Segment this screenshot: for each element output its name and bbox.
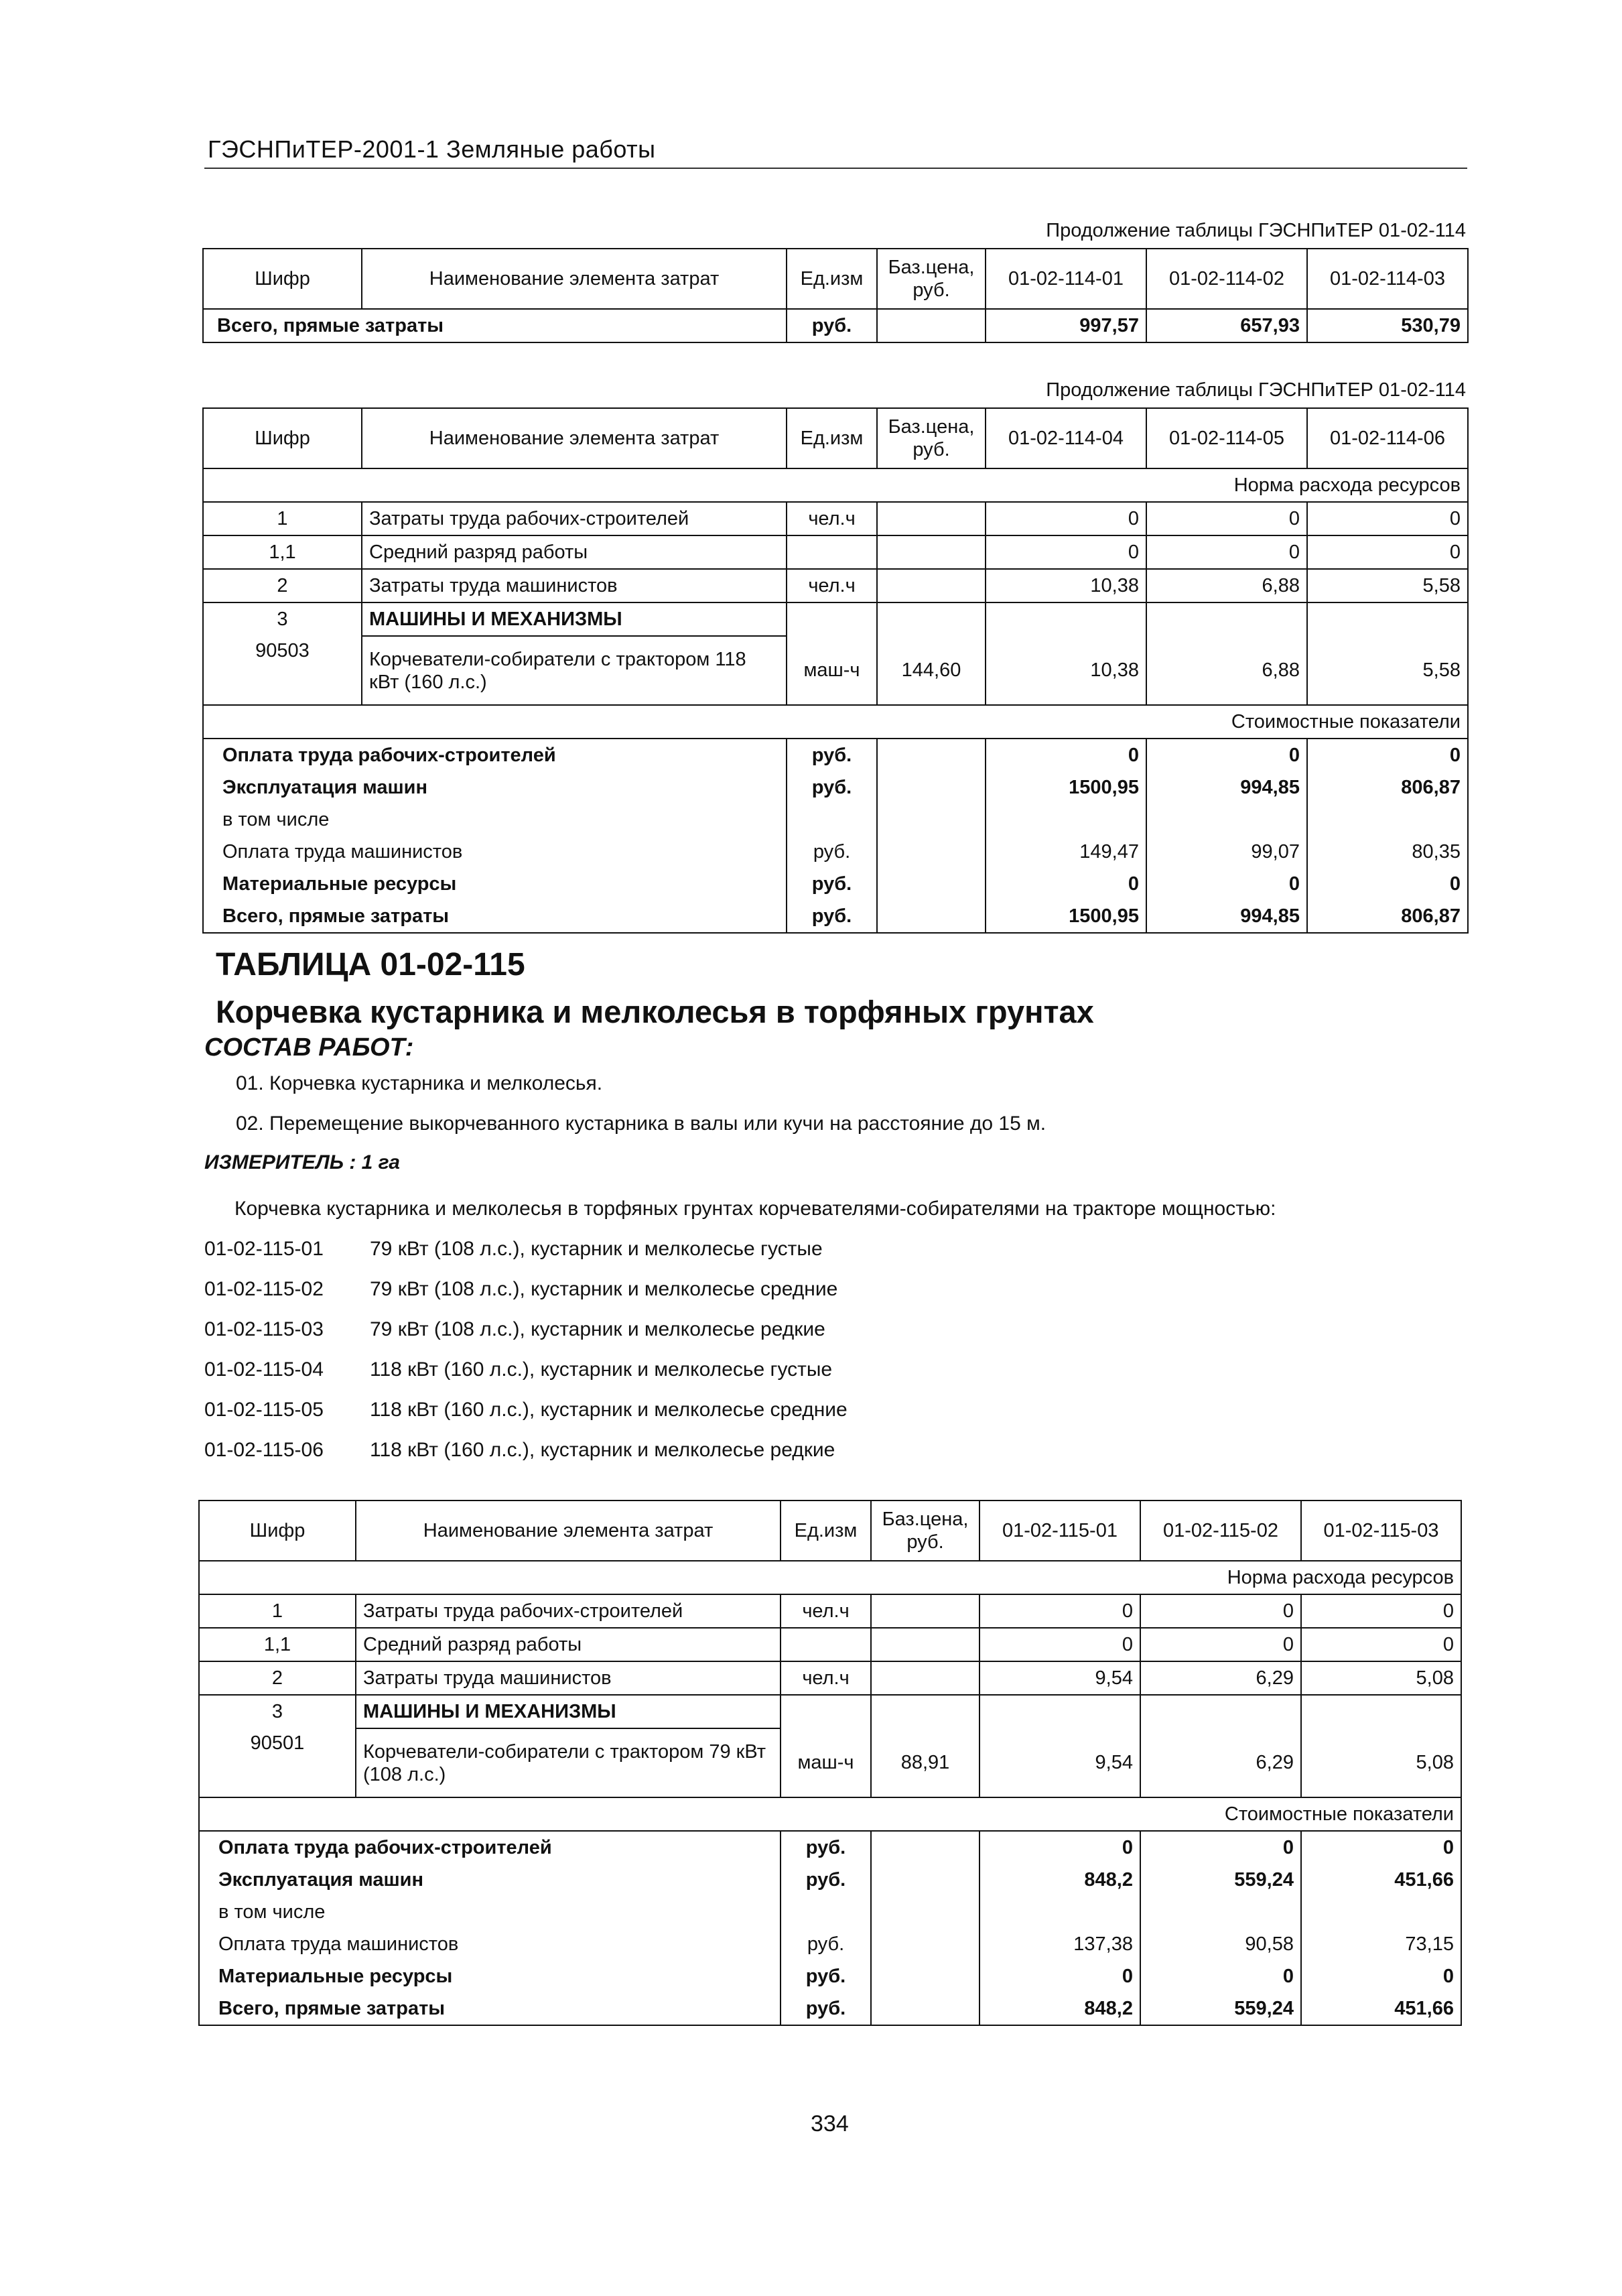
cost-value-2: 559,24: [1140, 1992, 1301, 2025]
cost-unit: руб.: [787, 900, 877, 933]
row-value-2: 0: [1146, 535, 1307, 569]
row-code: 3: [199, 1695, 356, 1728]
cost-value-2: 994,85: [1146, 900, 1307, 933]
col-header-2: 01-02-114-05: [1146, 408, 1307, 468]
row-name: Средний разряд работы: [362, 535, 787, 569]
cost-unit: руб.: [787, 771, 877, 804]
table2: [202, 407, 1469, 934]
col-header-name: Наименование элемента затрат: [362, 249, 787, 309]
cost-value-2: 90,58: [1140, 1928, 1301, 1960]
cost-value-3: 0: [1307, 868, 1468, 900]
section-heading-machines: МАШИНЫ И МЕХАНИЗМЫ: [362, 602, 787, 636]
cost-unit: руб.: [781, 1992, 871, 2025]
cost-value-3: 0: [1301, 1960, 1461, 1992]
total-value-3: 530,79: [1307, 309, 1468, 342]
col-header-code: Шифр: [203, 249, 362, 309]
cost-unit: руб.: [787, 836, 877, 868]
row-code: 90503: [203, 636, 362, 705]
col-header-unit: Ед.изм: [787, 408, 877, 468]
work-item: 01. Корчевка кустарника и мелколесья.: [236, 1072, 603, 1094]
row-price: 88,91: [871, 1728, 979, 1797]
cost-value-1: 137,38: [979, 1928, 1140, 1960]
cost-value-1: 0: [979, 1960, 1140, 1992]
table1: [202, 248, 1469, 343]
row-price: [871, 1628, 979, 1661]
row-value-2: 6,88: [1146, 636, 1307, 705]
total-value-2: 657,93: [1146, 309, 1307, 342]
cost-value-1: 0: [986, 868, 1146, 900]
row-name: Корчеватели-собиратели с трактором 118 кВт (160 л.с.): [362, 636, 787, 705]
row-value-1: 0: [986, 502, 1146, 535]
cost-value-3: 0: [1301, 1831, 1461, 1864]
cost-value-3: 0: [1307, 739, 1468, 771]
table-title: ТАБЛИЦА 01-02-115: [216, 947, 525, 982]
row-value-1: 9,54: [979, 1728, 1140, 1797]
cost-label: Эксплуатация машин: [199, 1864, 781, 1896]
row-code: 1: [203, 502, 362, 535]
cost-label: Оплата труда рабочих-строителей: [203, 739, 787, 771]
cost-value-2: 99,07: [1146, 836, 1307, 868]
row-value-2: 6,88: [1146, 569, 1307, 602]
cost-label: Материальные ресурсы: [203, 868, 787, 900]
cost-unit: руб.: [781, 1960, 871, 1992]
measure-unit: ИЗМЕРИТЕЛЬ : 1 га: [204, 1151, 400, 1173]
row-value-3: 0: [1307, 535, 1468, 569]
row-value-3: 5,08: [1301, 1661, 1461, 1695]
row-value-3: 5,58: [1307, 569, 1468, 602]
row-unit: чел.ч: [787, 569, 877, 602]
cost-value-1: 848,2: [979, 1864, 1140, 1896]
page-number: 334: [811, 2111, 849, 2136]
col-header-1: 01-02-114-01: [986, 249, 1146, 309]
row-price: [877, 535, 986, 569]
table1-caption: Продолжение таблицы ГЭСНПиТЕР 01-02-114: [1046, 220, 1466, 241]
cost-label: Оплата труда машинистов: [203, 836, 787, 868]
row-price: [877, 569, 986, 602]
row-value-3: 0: [1301, 1594, 1461, 1628]
item-desc: 118 кВт (160 л.с.), кустарник и мелколесье средние: [370, 1399, 848, 1421]
item-code: 01-02-115-05: [204, 1399, 324, 1421]
cost-value-3: 451,66: [1301, 1992, 1461, 2025]
cost-unit: руб.: [781, 1864, 871, 1896]
cost-value-1: 0: [986, 739, 1146, 771]
row-price: [871, 1594, 979, 1628]
page-header-title: ГЭСНПиТЕР-2001-1 Земляные работы: [208, 135, 656, 163]
cost-value-2: 0: [1146, 868, 1307, 900]
col-header-2: 01-02-115-02: [1140, 1501, 1301, 1561]
col-header-unit: Ед.изм: [781, 1501, 871, 1561]
row-code: 1,1: [203, 535, 362, 569]
cost-value-3: 806,87: [1307, 771, 1468, 804]
cost-label: в том числе: [203, 804, 787, 836]
cost-value-3: 806,87: [1307, 900, 1468, 933]
cost-value-2: 0: [1140, 1960, 1301, 1992]
total-value-1: 997,57: [986, 309, 1146, 342]
row-code: 1: [199, 1594, 356, 1628]
cost-label: Материальные ресурсы: [199, 1960, 781, 1992]
col-header-3: 01-02-115-03: [1301, 1501, 1461, 1561]
item-desc: 118 кВт (160 л.с.), кустарник и мелколесье редкие: [370, 1439, 835, 1461]
row-name: Затраты труда рабочих-строителей: [356, 1594, 781, 1628]
row-value-2: 0: [1140, 1594, 1301, 1628]
row-unit: чел.ч: [781, 1661, 871, 1695]
item-code: 01-02-115-04: [204, 1358, 324, 1381]
row-value-2: 6,29: [1140, 1661, 1301, 1695]
cost-value-3: 73,15: [1301, 1928, 1461, 1960]
cost-value-2: 0: [1140, 1831, 1301, 1864]
row-value-2: 0: [1146, 502, 1307, 535]
row-value-1: 0: [986, 535, 1146, 569]
cost-value-2: 994,85: [1146, 771, 1307, 804]
row-value-1: 0: [979, 1594, 1140, 1628]
col-header-unit: Ед.изм: [787, 249, 877, 309]
col-header-price: Баз.цена, руб.: [877, 249, 986, 309]
item-code: 01-02-115-06: [204, 1439, 324, 1461]
row-price: [877, 502, 986, 535]
work-item: 02. Перемещение выкорчеванного кустарника в валы или кучи на расстояние до 15 м.: [236, 1112, 1046, 1135]
row-value-1: 10,38: [986, 636, 1146, 705]
cost-unit: руб.: [787, 739, 877, 771]
total-unit: руб.: [787, 309, 877, 342]
col-header-price: Баз.цена, руб.: [871, 1501, 979, 1561]
cost-value-1: 848,2: [979, 1992, 1140, 2025]
row-code: 90501: [199, 1728, 356, 1797]
row-code: 1,1: [199, 1628, 356, 1661]
row-unit: маш-ч: [781, 1728, 871, 1797]
item-desc: 79 кВт (108 л.с.), кустарник и мелколесье редкие: [370, 1318, 825, 1340]
cost-label: в том числе: [199, 1896, 781, 1928]
cost-label: Всего, прямые затраты: [203, 900, 787, 933]
total-label: Всего, прямые затраты: [203, 309, 787, 342]
col-header-1: 01-02-114-04: [986, 408, 1146, 468]
cost-value-1: 1500,95: [986, 771, 1146, 804]
cost-section-label: Стоимостные показатели: [199, 1797, 1461, 1831]
row-value-1: 0: [979, 1628, 1140, 1661]
col-header-name: Наименование элемента затрат: [356, 1501, 781, 1561]
intro-text: Корчевка кустарника и мелколесья в торфяных грунтах корчевателями-собирателями на тракторе мощностью:: [234, 1198, 1276, 1220]
item-code: 01-02-115-02: [204, 1278, 324, 1300]
item-desc: 79 кВт (108 л.с.), кустарник и мелколесье средние: [370, 1278, 838, 1300]
total-price: [877, 309, 986, 342]
cost-value-1: 149,47: [986, 836, 1146, 868]
col-header-name: Наименование элемента затрат: [362, 408, 787, 468]
row-code: 2: [203, 569, 362, 602]
row-value-3: 0: [1301, 1628, 1461, 1661]
row-value-1: 10,38: [986, 569, 1146, 602]
item-desc: 79 кВт (108 л.с.), кустарник и мелколесье густые: [370, 1238, 823, 1260]
cost-value-3: 451,66: [1301, 1864, 1461, 1896]
row-unit: [787, 535, 877, 569]
cost-value-2: 559,24: [1140, 1864, 1301, 1896]
norm-section-label: Норма расхода ресурсов: [203, 468, 1468, 502]
col-header-price: Баз.цена, руб.: [877, 408, 986, 468]
cost-unit: руб.: [781, 1831, 871, 1864]
col-header-3: 01-02-114-03: [1307, 249, 1468, 309]
row-unit: [781, 1628, 871, 1661]
row-value-1: 9,54: [979, 1661, 1140, 1695]
cost-value-2: 0: [1146, 739, 1307, 771]
row-name: Затраты труда рабочих-строителей: [362, 502, 787, 535]
cost-value-1: 1500,95: [986, 900, 1146, 933]
col-header-1: 01-02-115-01: [979, 1501, 1140, 1561]
table2-caption: Продолжение таблицы ГЭСНПиТЕР 01-02-114: [1046, 379, 1466, 401]
row-code: 3: [203, 602, 362, 636]
cost-unit: руб.: [787, 868, 877, 900]
row-value-2: 6,29: [1140, 1728, 1301, 1797]
row-name: Затраты труда машинистов: [362, 569, 787, 602]
row-value-3: 5,58: [1307, 636, 1468, 705]
composition-title: СОСТАВ РАБОТ:: [204, 1033, 414, 1062]
col-header-3: 01-02-114-06: [1307, 408, 1468, 468]
row-name: Затраты труда машинистов: [356, 1661, 781, 1695]
section-heading-machines: МАШИНЫ И МЕХАНИЗМЫ: [356, 1695, 781, 1728]
cost-label: Оплата труда рабочих-строителей: [199, 1831, 781, 1864]
cost-value-3: 80,35: [1307, 836, 1468, 868]
row-name: Средний разряд работы: [356, 1628, 781, 1661]
row-price: [871, 1661, 979, 1695]
cost-label: Всего, прямые затраты: [199, 1992, 781, 2025]
header-rule: [204, 168, 1467, 169]
item-code: 01-02-115-03: [204, 1318, 324, 1340]
row-value-2: 0: [1140, 1628, 1301, 1661]
col-header-code: Шифр: [203, 408, 362, 468]
norm-section-label: Норма расхода ресурсов: [199, 1561, 1461, 1594]
cost-label: Эксплуатация машин: [203, 771, 787, 804]
table-subtitle: Корчевка кустарника и мелколесья в торфяных грунтах: [216, 994, 1094, 1029]
row-price: 144,60: [877, 636, 986, 705]
row-value-3: 5,08: [1301, 1728, 1461, 1797]
row-unit: чел.ч: [781, 1594, 871, 1628]
row-unit: чел.ч: [787, 502, 877, 535]
row-code: 2: [199, 1661, 356, 1695]
col-header-code: Шифр: [199, 1501, 356, 1561]
cost-value-1: 0: [979, 1831, 1140, 1864]
table3: [198, 1500, 1462, 2026]
item-code: 01-02-115-01: [204, 1238, 324, 1260]
item-desc: 118 кВт (160 л.с.), кустарник и мелколесье густые: [370, 1358, 833, 1381]
row-name: Корчеватели-собиратели с трактором 79 кВт (108 л.с.): [356, 1728, 781, 1797]
cost-unit: руб.: [781, 1928, 871, 1960]
cost-section-label: Стоимостные показатели: [203, 705, 1468, 739]
cost-label: Оплата труда машинистов: [199, 1928, 781, 1960]
row-value-3: 0: [1307, 502, 1468, 535]
col-header-2: 01-02-114-02: [1146, 249, 1307, 309]
row-unit: маш-ч: [787, 636, 877, 705]
